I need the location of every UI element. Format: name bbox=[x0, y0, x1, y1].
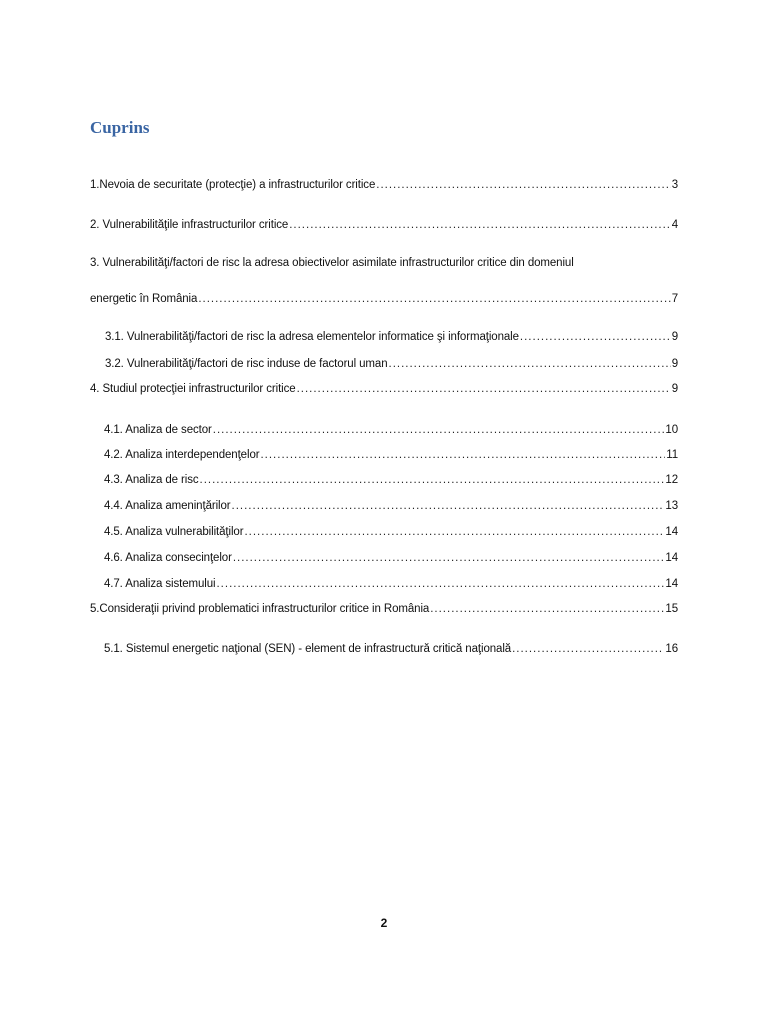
toc-entry-4-6[interactable] bbox=[104, 551, 678, 565]
toc-entry-4-7[interactable] bbox=[104, 577, 678, 591]
toc-entry-label: 4.3. Analiza de risc bbox=[104, 474, 199, 486]
toc-entry-label: 4.1. Analiza de sector bbox=[104, 424, 212, 436]
dot-leader bbox=[200, 473, 665, 487]
dot-leader bbox=[389, 357, 671, 371]
toc-entry-label: 5.Consideraţii privind problematici infrastructurilor critice in România bbox=[90, 603, 430, 615]
toc-entry-page: 4 bbox=[671, 219, 678, 231]
toc-entry-5-1[interactable] bbox=[104, 642, 678, 656]
toc-entry-3-2[interactable] bbox=[105, 357, 678, 371]
toc-entry-3-1[interactable] bbox=[105, 330, 678, 344]
toc-entry-page: 14 bbox=[665, 552, 678, 564]
page-number: 2 bbox=[380, 916, 388, 930]
toc-entry-label: 4.7. Analiza sistemului bbox=[104, 578, 216, 590]
toc-entry-label: 4.4. Analiza ameninţărilor bbox=[104, 500, 231, 512]
toc-entry-label: 3.2. Vulnerabilităţi/factori de risc induse de factorul uman bbox=[105, 358, 388, 370]
toc-entry-1[interactable] bbox=[90, 178, 678, 192]
toc-entry-page: 9 bbox=[671, 358, 678, 370]
toc-entry-page: 13 bbox=[665, 500, 678, 512]
toc-entry-page: 3 bbox=[671, 179, 678, 191]
dot-leader bbox=[512, 642, 664, 656]
toc-entry-label: 2. Vulnerabilităţile infrastructurilor critice bbox=[90, 219, 289, 231]
dot-leader bbox=[430, 602, 664, 616]
dot-leader bbox=[244, 525, 664, 539]
toc-entry-4-5[interactable] bbox=[104, 525, 678, 539]
toc-entry-page: 9 bbox=[671, 331, 678, 343]
toc-entry-page: 15 bbox=[665, 603, 678, 615]
dot-leader bbox=[216, 577, 664, 591]
toc-entry-page: 7 bbox=[671, 293, 678, 305]
toc-entry-label: 4.6. Analiza consecinţelor bbox=[104, 552, 232, 564]
toc-entry-label: 5.1. Sistemul energetic naţional (SEN) - element de infrastructură critică naţională bbox=[104, 643, 512, 655]
toc-entry-page: 14 bbox=[665, 526, 678, 538]
toc-entry-label: 4. Studiul protecţiei infrastructurilor critice bbox=[90, 383, 296, 395]
toc-entry-label: energetic în România bbox=[90, 293, 198, 305]
dot-leader bbox=[297, 382, 671, 396]
dot-leader bbox=[213, 423, 665, 437]
toc-entry-page: 11 bbox=[666, 449, 678, 461]
toc-entry-4-2[interactable] bbox=[104, 448, 678, 462]
toc-entry-4-3[interactable] bbox=[104, 473, 678, 487]
toc-entry-4-1[interactable] bbox=[104, 423, 678, 437]
toc-entry-label: 4.2. Analiza interdependenţelor bbox=[104, 449, 260, 461]
dot-leader bbox=[376, 178, 670, 192]
toc-entry-label: 1.Nevoia de securitate (protecţie) a infrastructurilor critice bbox=[90, 179, 376, 191]
dot-leader bbox=[520, 330, 671, 344]
toc-entry-3[interactable] bbox=[90, 256, 678, 306]
toc-entry-label-line1: 3. Vulnerabilităţi/factori de risc la adresa obiectivelor asimilate infrastructurilor critice din domeniul bbox=[90, 257, 574, 269]
dot-leader bbox=[232, 499, 665, 513]
dot-leader bbox=[289, 218, 670, 232]
toc-entry-page: 16 bbox=[665, 643, 678, 655]
dot-leader bbox=[260, 448, 665, 462]
toc-entry-page: 9 bbox=[671, 383, 678, 395]
toc-entry-page: 12 bbox=[665, 474, 678, 486]
toc-entry-4-4[interactable] bbox=[104, 499, 678, 513]
toc-entry-label: 4.5. Analiza vulnerabilităţilor bbox=[104, 526, 244, 538]
toc-entry-page: 10 bbox=[665, 424, 678, 436]
toc-entry-label: 3.1. Vulnerabilităţi/factori de risc la adresa elementelor informatice şi informaţionale bbox=[105, 331, 519, 343]
toc-entry-5[interactable] bbox=[90, 602, 678, 616]
toc-title: Cuprins bbox=[90, 118, 150, 137]
dot-leader bbox=[233, 551, 665, 565]
dot-leader bbox=[198, 292, 670, 306]
toc-entry-2[interactable] bbox=[90, 218, 678, 232]
toc-entry-4[interactable] bbox=[90, 382, 678, 396]
toc-entry-page: 14 bbox=[665, 578, 678, 590]
